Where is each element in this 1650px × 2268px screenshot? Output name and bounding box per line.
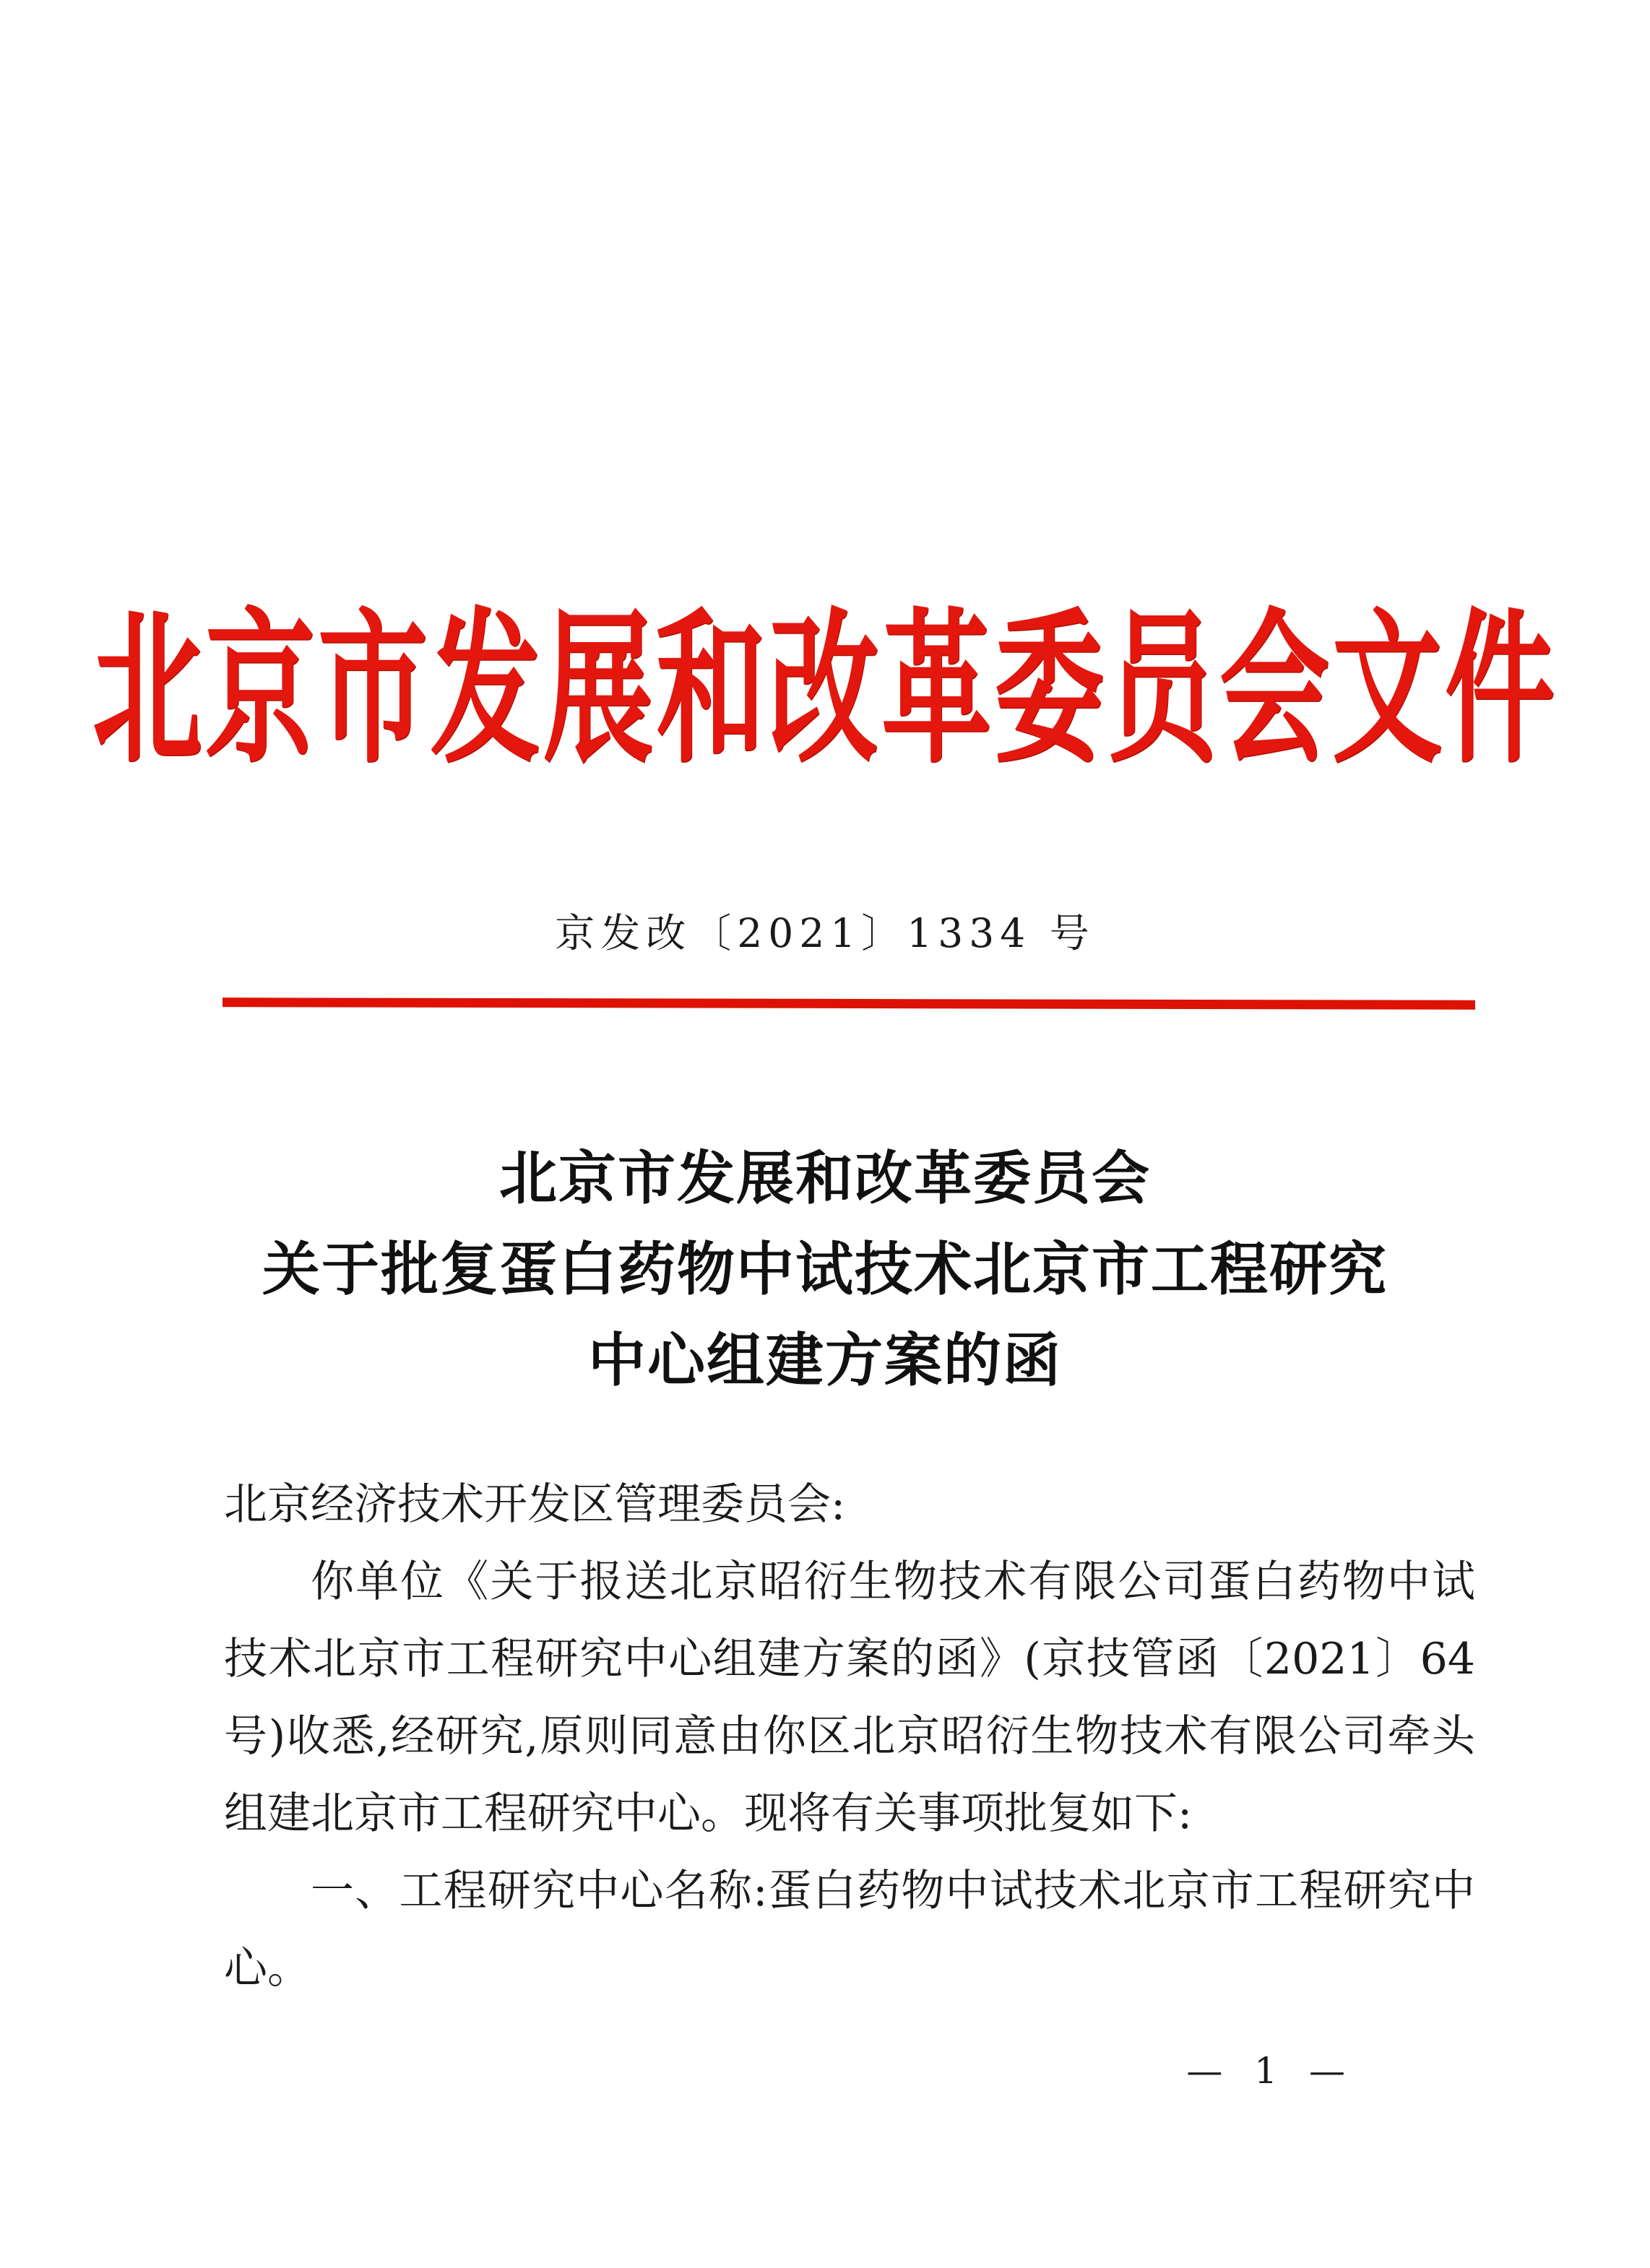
title-line-issuer: 北京市发展和改革委员会 [499,1144,1151,1212]
letterhead-banner: 北京市发展和改革委员会文件 [92,591,1558,785]
document-reference-number: 京发改〔2021〕1334 号 [555,910,1095,956]
body-paragraph-2: 一、工程研究中心名称:蛋白药物中试技术北京市工程研究中心。 [224,1866,1475,1994]
body-paragraph-1: 你单位《关于报送北京昭衍生物技术有限公司蛋白药物中试技术北京市工程研究中心组建方案的函》(京技管函〔2021〕64号)收悉,经研究,原则同意由你区北京昭衍生物技术有限公司牵头组建北京市工程研究中心。现将有关事项批复如下: [224,1557,1475,1839]
title-line-subject: 关于批复蛋白药物中试技术北京市工程研究 [262,1235,1388,1303]
page-number: — 1 — [1186,2050,1355,2092]
red-separator-rule [223,997,1475,1010]
document-body [224,1466,1475,2007]
document-title [0,1133,1650,1406]
recipient-line: 北京经济技术开发区管理委员会: [224,1479,846,1530]
title-line-doctype: 中心组建方案的函 [588,1326,1062,1394]
